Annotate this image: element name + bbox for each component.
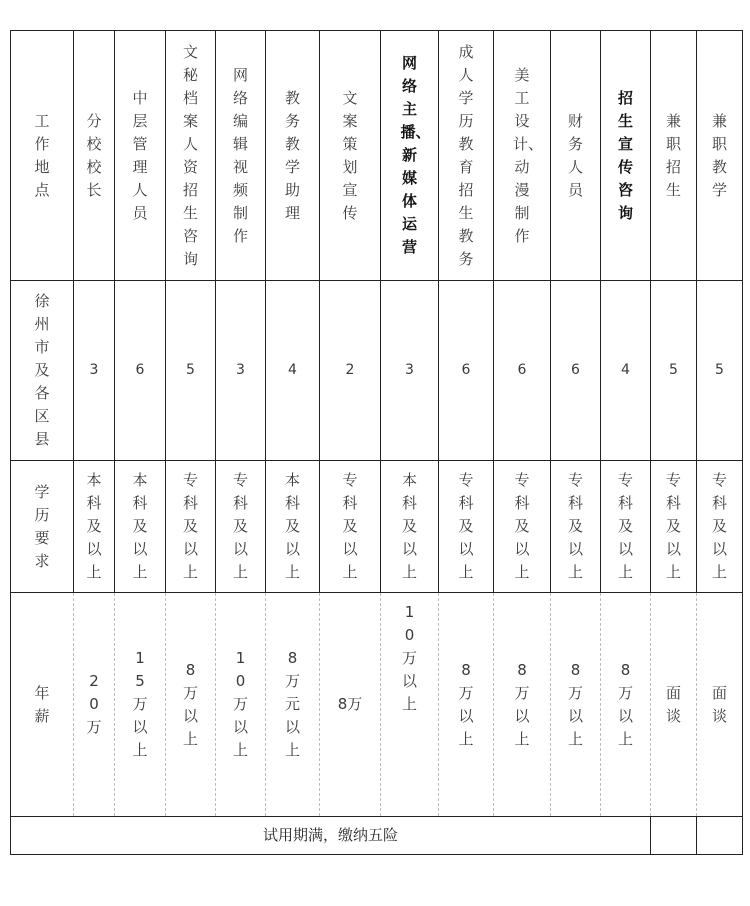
count-cell: 5 <box>697 281 743 461</box>
education-cell: 专科及以上 <box>651 461 697 593</box>
header-job: 网络主播、新媒体运营 <box>381 31 439 281</box>
header-job: 文案策划宣传 <box>320 31 381 281</box>
count-cell: 6 <box>115 281 166 461</box>
footer-row <box>11 817 743 855</box>
salary-cell: 20万 <box>74 593 115 817</box>
education-row <box>11 461 743 593</box>
header-location: 工作地点 <box>11 31 74 281</box>
salary-cell: 8万 <box>320 593 381 817</box>
recruitment-table <box>10 30 743 855</box>
count-cell: 3 <box>381 281 439 461</box>
education-cell: 专科及以上 <box>697 461 743 593</box>
salary-label: 年薪 <box>11 593 74 817</box>
education-cell: 本科及以上 <box>115 461 166 593</box>
education-cell: 专科及以上 <box>216 461 266 593</box>
footer-empty-cell <box>651 817 697 855</box>
salary-cell: 8万以上 <box>551 593 601 817</box>
count-cell: 5 <box>651 281 697 461</box>
header-job: 美工设计、动漫制作 <box>494 31 551 281</box>
education-cell: 专科及以上 <box>439 461 494 593</box>
count-cell: 4 <box>266 281 320 461</box>
salary-cell: 8万以上 <box>439 593 494 817</box>
education-cell: 专科及以上 <box>320 461 381 593</box>
education-cell: 本科及以上 <box>381 461 439 593</box>
salary-cell: 面谈 <box>697 593 743 817</box>
header-job: 兼职教学 <box>697 31 743 281</box>
count-cell: 2 <box>320 281 381 461</box>
header-job: 文秘档案人资招生咨询 <box>166 31 216 281</box>
count-cell: 3 <box>216 281 266 461</box>
salary-cell: 8万以上 <box>494 593 551 817</box>
count-row <box>11 281 743 461</box>
header-row <box>11 31 743 281</box>
salary-cell: 10万以上 <box>381 593 439 817</box>
header-job: 教务教学助理 <box>266 31 320 281</box>
salary-cell: 10万以上 <box>216 593 266 817</box>
count-cell: 5 <box>166 281 216 461</box>
header-job: 中层管理人员 <box>115 31 166 281</box>
header-job: 兼职招生 <box>651 31 697 281</box>
count-cell: 4 <box>601 281 651 461</box>
count-cell: 3 <box>74 281 115 461</box>
header-job: 财务人员 <box>551 31 601 281</box>
footer-empty-cell <box>697 817 743 855</box>
count-cell: 6 <box>439 281 494 461</box>
salary-cell: 8万以上 <box>601 593 651 817</box>
education-cell: 专科及以上 <box>551 461 601 593</box>
footer-note: 试用期满，缴纳五险 <box>11 817 651 855</box>
education-cell: 本科及以上 <box>74 461 115 593</box>
header-job: 招生宣传咨询 <box>601 31 651 281</box>
education-cell: 专科及以上 <box>601 461 651 593</box>
salary-cell: 8万元以上 <box>266 593 320 817</box>
salary-row <box>11 593 743 817</box>
header-job: 分校校长 <box>74 31 115 281</box>
education-cell: 专科及以上 <box>166 461 216 593</box>
salary-cell: 面谈 <box>651 593 697 817</box>
header-job: 成人学历教育招生教务 <box>439 31 494 281</box>
count-label: 徐州市及各区县 <box>11 281 74 461</box>
education-cell: 本科及以上 <box>266 461 320 593</box>
salary-cell: 15万以上 <box>115 593 166 817</box>
header-job: 网络编辑视频制作 <box>216 31 266 281</box>
education-label: 学历要求 <box>11 461 74 593</box>
education-cell: 专科及以上 <box>494 461 551 593</box>
count-cell: 6 <box>494 281 551 461</box>
count-cell: 6 <box>551 281 601 461</box>
salary-cell: 8万以上 <box>166 593 216 817</box>
